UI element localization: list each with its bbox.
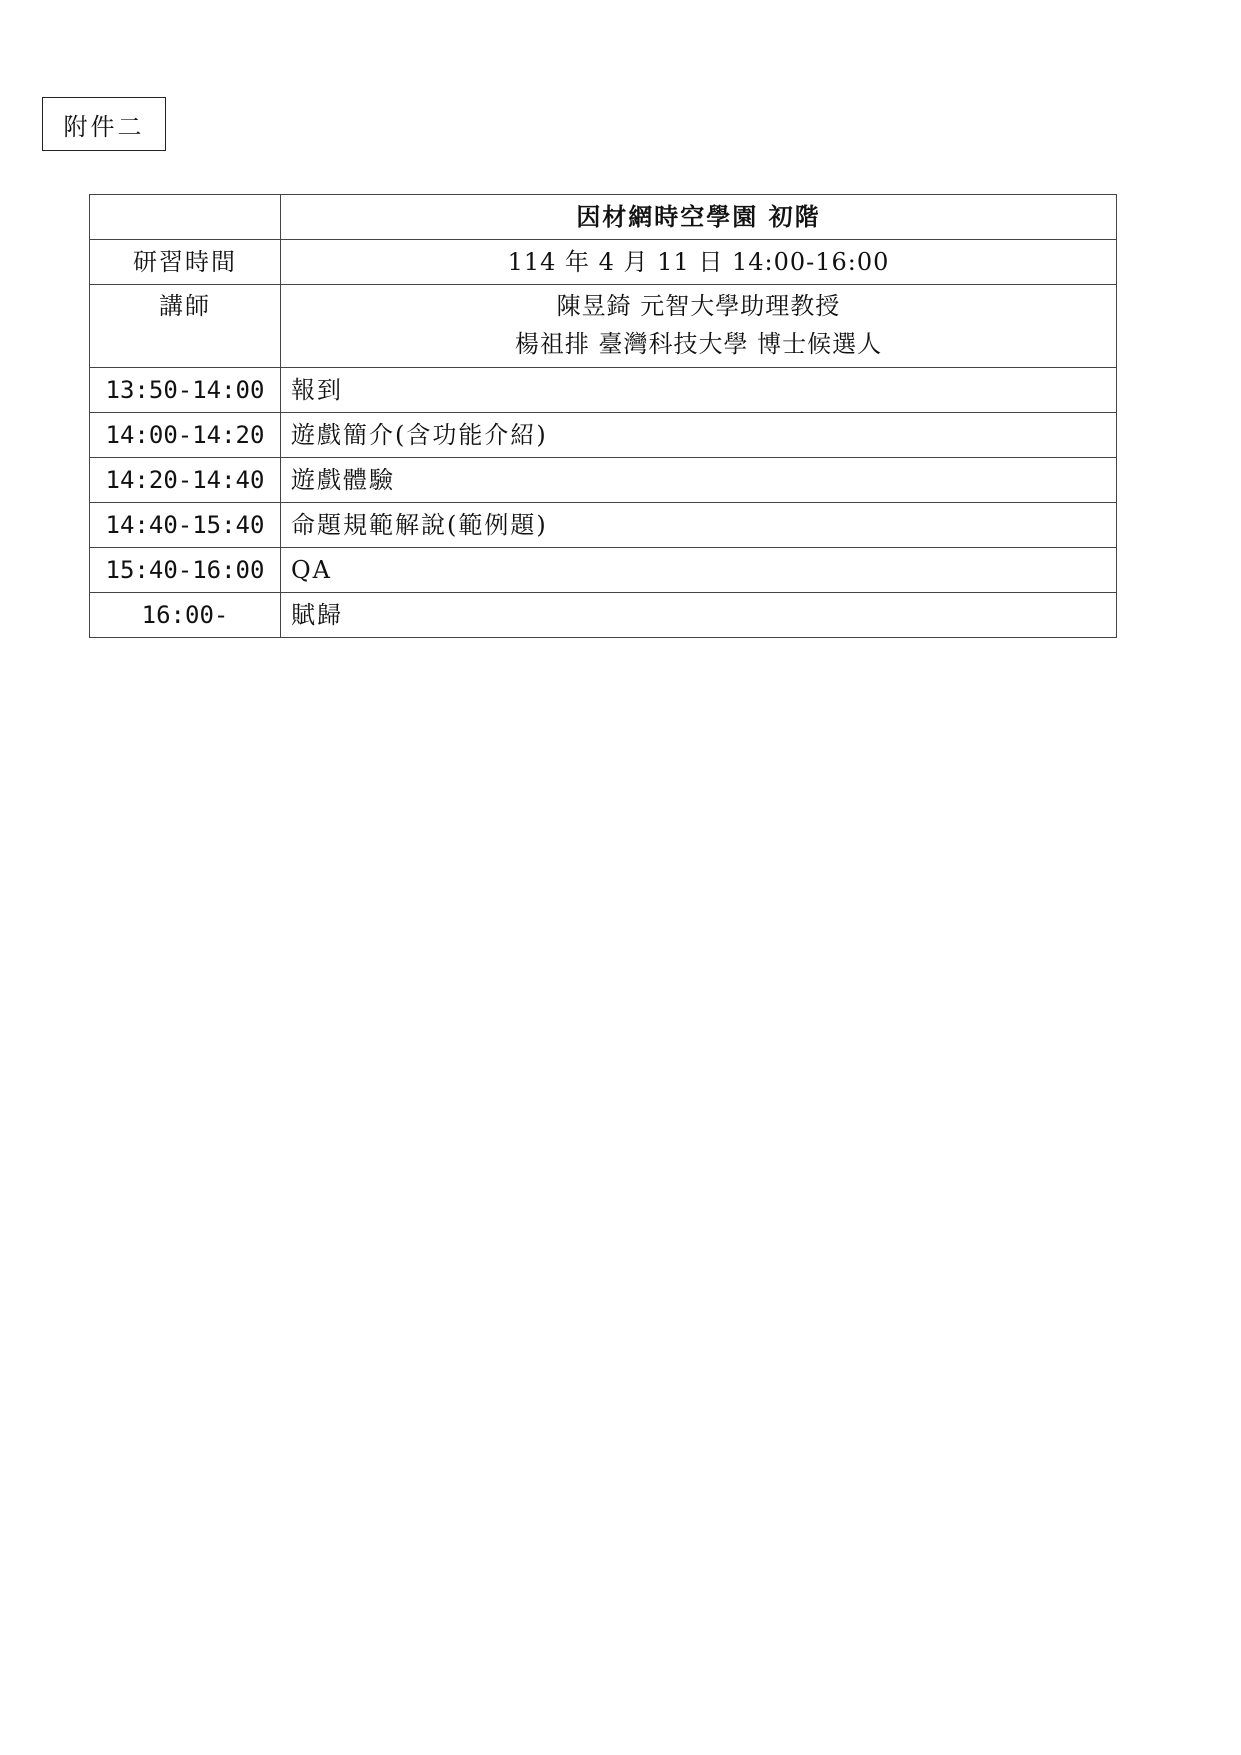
table-title: 因材網時空學園 初階 xyxy=(281,195,1117,240)
title-empty-cell xyxy=(90,195,281,240)
instructor-list xyxy=(281,285,1117,368)
agenda-time: 14:20-14:40 xyxy=(90,458,281,503)
agenda-time: 16:00- xyxy=(90,593,281,638)
agenda-row xyxy=(90,548,1117,593)
agenda-time: 14:40-15:40 xyxy=(90,503,281,548)
agenda-item: 遊戲簡介(含功能介紹) xyxy=(281,413,1117,458)
attachment-label: 附件二 xyxy=(42,97,166,151)
agenda-item: 賦歸 xyxy=(281,593,1117,638)
instructor-label: 講師 xyxy=(90,285,281,368)
agenda-row xyxy=(90,413,1117,458)
agenda-item: QA xyxy=(281,548,1117,593)
agenda-item: 報到 xyxy=(281,368,1117,413)
agenda-row xyxy=(90,503,1117,548)
session-time-row xyxy=(90,240,1117,285)
agenda-item: 命題規範解說(範例題) xyxy=(281,503,1117,548)
agenda-time: 14:00-14:20 xyxy=(90,413,281,458)
session-time-value: 114 年 4 月 11 日 14:00-16:00 xyxy=(281,240,1117,285)
agenda-item: 遊戲體驗 xyxy=(281,458,1117,503)
agenda-row xyxy=(90,458,1117,503)
agenda-row xyxy=(90,593,1117,638)
title-row xyxy=(90,195,1117,240)
agenda-row xyxy=(90,368,1117,413)
agenda-time: 15:40-16:00 xyxy=(90,548,281,593)
session-time-label: 研習時間 xyxy=(90,240,281,285)
schedule-table xyxy=(89,194,1117,638)
agenda-time: 13:50-14:00 xyxy=(90,368,281,413)
instructor-1: 陳昱錡 元智大學助理教授 xyxy=(556,292,841,320)
instructor-row xyxy=(90,285,1117,368)
instructor-2: 楊祖排 臺灣科技大學 博士候選人 xyxy=(514,330,883,358)
